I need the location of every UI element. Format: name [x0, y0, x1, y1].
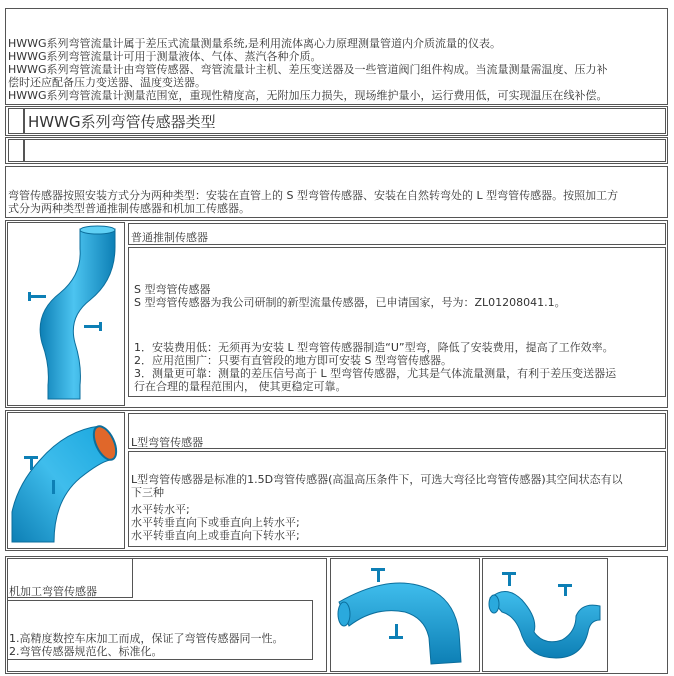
l-label-cell	[128, 413, 666, 449]
types-desc-line-1: 弯管传感器按照安装方式分为两种类型：安装在直管上的 S 型弯管传感器、安装在自然转弯处的 L 型弯管传感器。按照加工方	[8, 189, 619, 202]
machined-pipe-image-1	[335, 562, 475, 668]
s-label-cell	[128, 223, 666, 245]
types-desc-line-2: 式分为两种类型普通推制传感器和机加工传感器。	[8, 202, 250, 215]
s-point-2: 2．应用范围广：只要有直管段的地方即可安装 S 型弯管传感器。	[134, 354, 452, 367]
types-heading: HWWG系列弯管传感器类型	[28, 113, 216, 131]
empty-row-left-cell	[8, 139, 24, 162]
heading-row-left-cell	[8, 108, 24, 134]
s-title: S 型弯管传感器	[134, 283, 211, 296]
l-section-label: L型弯管传感器	[131, 436, 204, 449]
empty-row-cell	[24, 139, 666, 162]
s-point-1: 1．安装费用低：无须再为安装 L 型弯管传感器制造“U”型弯，降低了安装费用，提高了工作效率。	[134, 341, 614, 354]
intro-line-5: HWWG系列弯管流量计测量范围宽，重现性精度高，无附加压力损失，现场维护量小，运行费用低，可实现温压在线补偿。	[8, 89, 608, 102]
s-patent: S 型弯管传感器为我公司研制的新型流量传感器，已申请国家，号为：ZL01208041.1。	[134, 296, 566, 309]
machined-line-2: 2.弯管传感器规范化、标准化。	[9, 645, 163, 658]
s-section-label: 普通推制传感器	[131, 231, 208, 244]
machined-section-label: 机加工弯管传感器	[9, 585, 97, 598]
l-line-5: 水平转垂直向上或垂直向下转水平;	[131, 529, 300, 542]
s-point-4: 行在合理的量程范围内， 使其更稳定可靠。	[134, 380, 347, 393]
intro-line-4: 偿时还应配备压力变送器、温度变送器。	[8, 76, 206, 89]
l-line-1: L型弯管传感器是标准的1.5D弯管传感器(高温高压条件下，可选大弯径比弯管传感器)其空间状态有以	[131, 473, 623, 486]
s-point-3: 3．测量更可靠：测量的差压信号高于 L 型弯管传感器，尤其是气体流量测量，有利于差压变送器运	[134, 367, 617, 380]
machined-pipe-image-2	[486, 562, 604, 668]
machined-line-1: 1.高精度数控车床加工而成，保证了弯管传感器同一性。	[9, 632, 284, 645]
intro-line-3: HWWG系列弯管流量计由弯管传感器、弯管流量计主机、差压变送器及一些管道阀门组件构成。当流量测量需温度、压力补	[8, 63, 608, 76]
s-pipe-image	[20, 225, 120, 403]
intro-line-1: HWWG系列弯管流量计属于差压式流量测量系统,是利用流体离心力原理测量管道内介质流量的仪表。	[8, 37, 502, 50]
intro-line-2: HWWG系列弯管流量计可用于测量液体、气体、蒸汽各种介质。	[8, 50, 322, 63]
l-line-3: 水平转水平;	[131, 503, 190, 516]
l-pipe-image	[10, 420, 122, 544]
l-line-4: 水平转垂直向下或垂直向上转水平;	[131, 516, 300, 529]
l-line-2: 下三种	[131, 486, 164, 499]
